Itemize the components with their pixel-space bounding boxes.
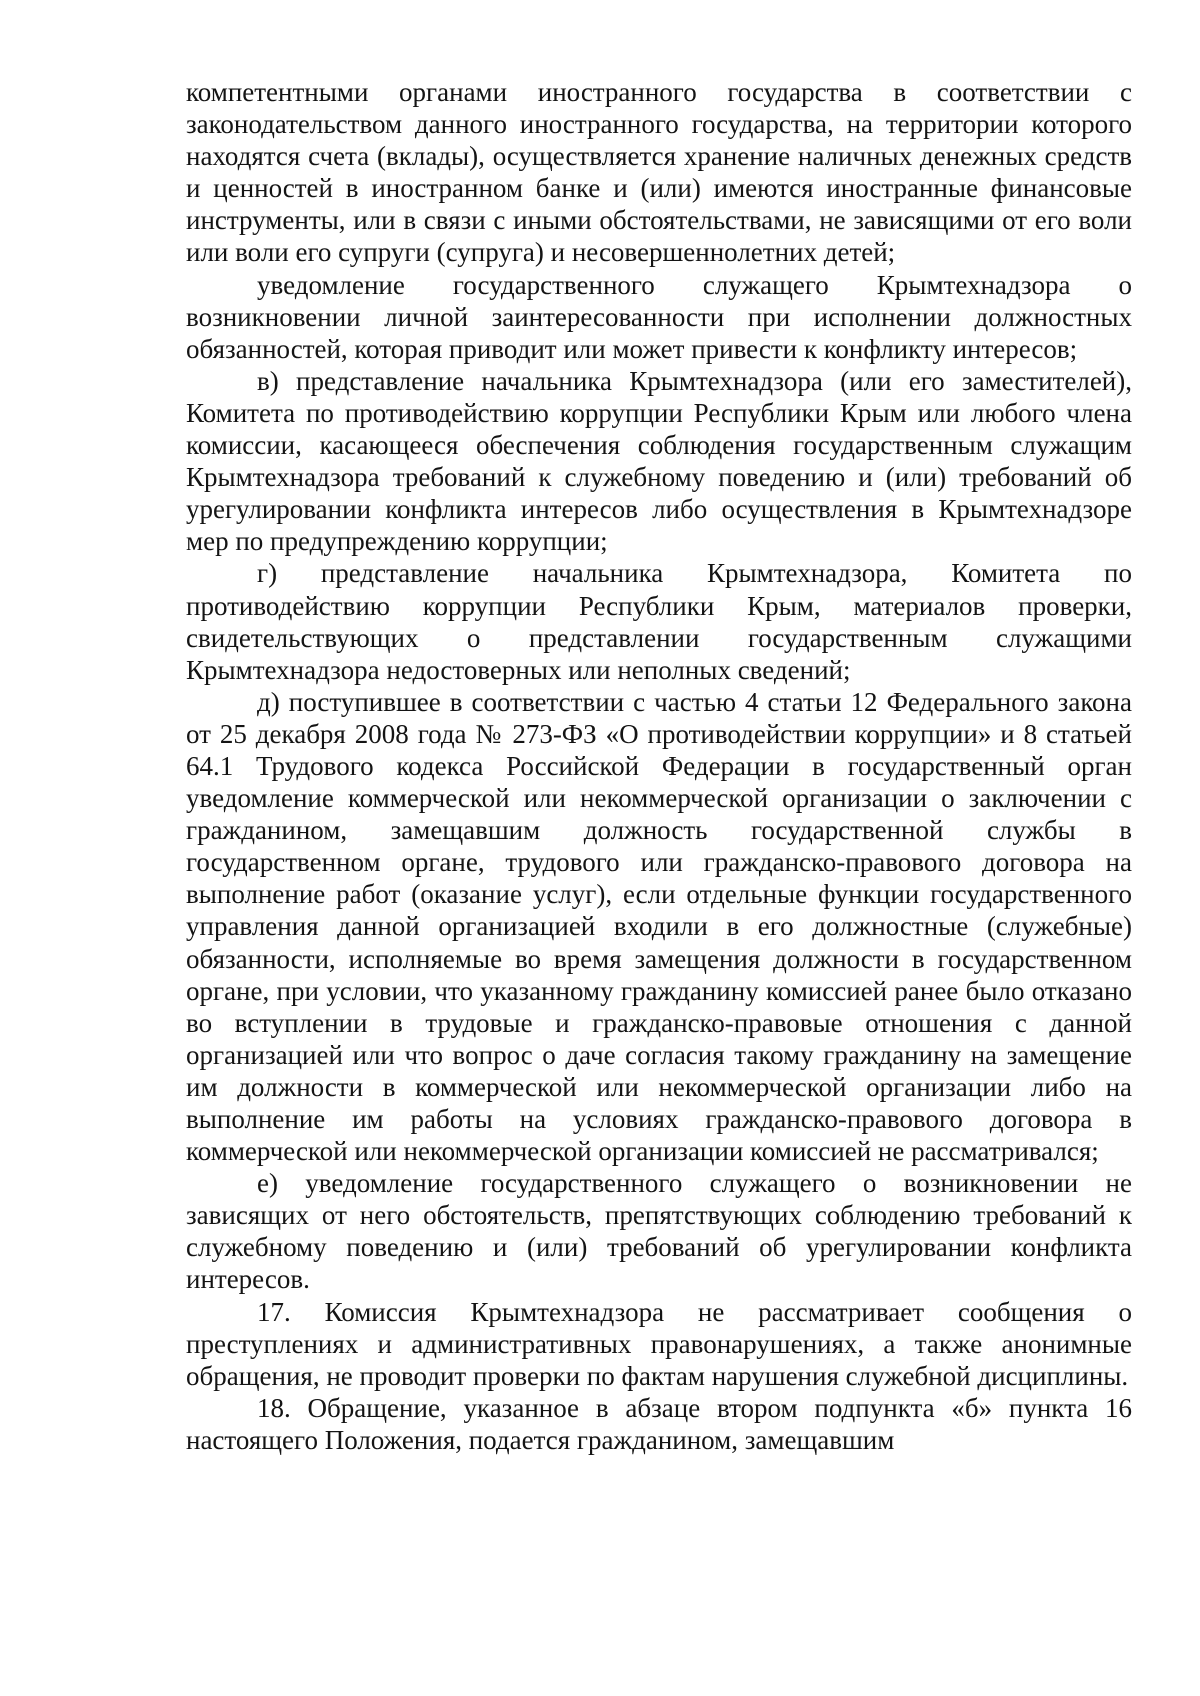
paragraph-item-v: в) представление начальника Крымтехнадзора (или его заместителей), Комитета по противодействию коррупции Республики Крым или любого члена комиссии, касающееся обеспечения соблюдения государственным служащим Крымтехнадзора требований к служебному поведению и (или) требований об урегулировании конфликта интересов либо осуществления в Крымтехнадзоре мер по предупреждению коррупции;	[186, 365, 1132, 557]
paragraph-clause-18: 18. Обращение, указанное в абзаце втором подпункта «б» пункта 16 настоящего Положения, подается гражданином, замещавшим	[186, 1392, 1132, 1455]
paragraph-item-d: д) поступившее в соответствии с частью 4 статьи 12 Федерального закона от 25 декабря 2008 года № 273-ФЗ «О противодействии коррупции» и 8 статьей 64.1 Трудового кодекса Российской Федерации в государственный орган уведомление коммерческой или некоммерческой организации о заключении с гражданином, замещавшим должность государственной службы в государственном органе, трудового или гражданско-правового договора на выполнение работ (оказание услуг), если отдельные функции государственного управления данной организацией входили в его должностные (служебные) обязанности, исполняемые во время замещения должности в государственном органе, при условии, что указанному гражданину комиссией ранее было отказано во вступлении в трудовые и гражданско-правовые отношения с данной организацией или что вопрос о даче согласия такому гражданину на замещение им должности в коммерческой или некоммерческой организации либо на выполнение им работы на условиях гражданско-правового договора в коммерческой или некоммерческой организации комиссией не рассматривался;	[186, 686, 1132, 1167]
paragraph-item-g: г) представление начальника Крымтехнадзора, Комитета по противодействию коррупции Республики Крым, материалов проверки, свидетельствующих о представлении государственным служащими Крымтехнадзора недостоверных или неполных сведений;	[186, 558, 1132, 685]
paragraph-item-e: е) уведомление государственного служащего о возникновении не зависящих от него обстоятельств, препятствующих соблюдению требований к служебному поведению и (или) требований об урегулировании конфликта интересов.	[186, 1168, 1132, 1295]
document-page	[186, 76, 1132, 1456]
paragraph-foreign-accounts: компетентными органами иностранного государства в соответствии с законодательством данного иностранного государства, на территории которого находятся счета (вклады), осуществляется хранение наличных денежных средств и ценностей в иностранном банке и (или) имеются иностранные финансовые инструменты, или в связи с иными обстоятельствами, не зависящими от его воли или воли его супруги (супруга) и несовершеннолетних детей;	[186, 77, 1132, 268]
paragraph-conflict-notice: уведомление государственного служащего Крымтехнадзора о возникновении личной заинтересованности при исполнении должностных обязанностей, которая приводит или может привести к конфликту интересов;	[186, 269, 1132, 364]
paragraph-clause-17: 17. Комиссия Крымтехнадзора не рассматривает сообщения о преступлениях и административных правонарушениях, а также анонимные обращения, не проводит проверки по фактам нарушения служебной дисциплины.	[186, 1296, 1132, 1391]
